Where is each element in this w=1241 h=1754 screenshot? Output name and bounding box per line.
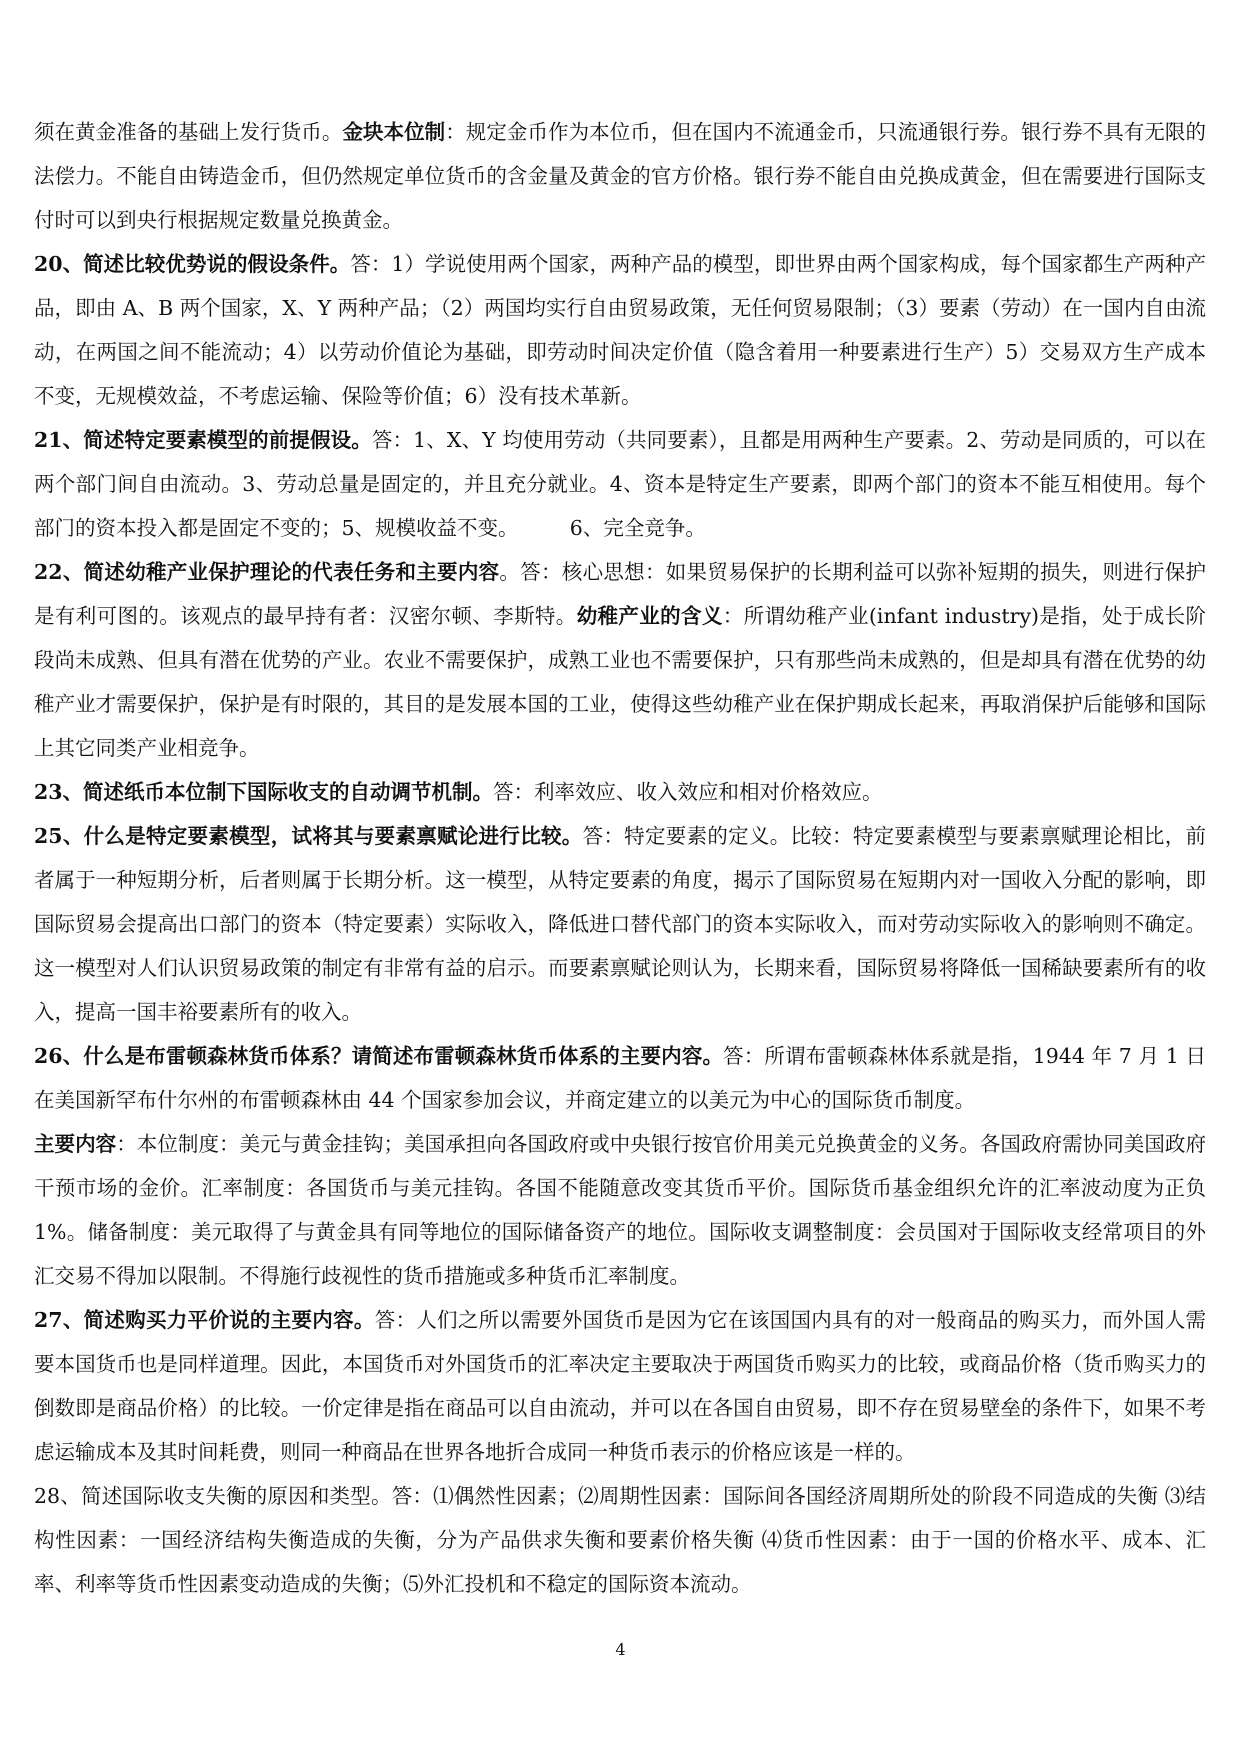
question-27-answer: 答：人们之所以需要外国货币是因为它在该国国内具有的对一般商品的购买力，而外国人需要本国货币也是同样道理。因此，本国货币对外国货币的汇率决定主要取决于两国货币购买力的比较，或商品价格（货币购买力的倒数即是商品价格）的比较。一价定律是指在商品可以自由流动，并可以在各国自由贸易，即不存在贸易壁垒的条件下，如果不考虑运输成本及其时间耗费，则同一种商品在世界各地折合成同一种货币表示的价格应该是一样的。 bbox=[34, 1308, 1207, 1464]
question-25-title: 25、什么是特定要素模型，试将其与要素禀赋论进行比较。 bbox=[34, 824, 583, 848]
question-23-title: 23、简述纸币本位制下国际收支的自动调节机制。 bbox=[34, 780, 494, 804]
question-22-title: 22、简述幼稚产业保护理论的代表任务和主要内容 bbox=[34, 560, 500, 584]
question-23-answer: 答：利率效应、收入效应和相对价格效应。 bbox=[493, 780, 883, 804]
page-number: 4 bbox=[615, 1640, 626, 1659]
document-body bbox=[34, 110, 1206, 1606]
paragraph-text: ：规定金币作为本位币，但在国内不流通金币，只流通银行券。银行券不具有无限的法偿力。不能自由铸造金币，但仍然规定单位货币的含金量及黄金的官方价格。银行券不能自由兑换成黄金，但在需要进行国际支付时可以到央行根据规定数量兑换黄金。 bbox=[34, 120, 1206, 232]
question-26 bbox=[34, 1034, 1206, 1122]
question-26-main-content bbox=[34, 1122, 1206, 1298]
question-21-title: 21、简述特定要素模型的前提假设。 bbox=[34, 428, 372, 452]
question-23 bbox=[34, 770, 1206, 814]
question-25-answer: 答：特定要素的定义。比较：特定要素模型与要素禀赋理论相比，前者属于一种短期分析，后者则属于长期分析。这一模型，从特定要素的角度，揭示了国际贸易在短期内对一国收入分配的影响，即国际贸易会提高出口部门的资本（特定要素）实际收入，降低进口替代部门的资本实际收入，而对劳动实际收入的影响则不确定。这一模型对人们认识贸易政策的制定有非常有益的启示。而要素禀赋论则认为，长期来看，国际贸易将降低一国稀缺要素所有的收入，提高一国丰裕要素所有的收入。 bbox=[34, 824, 1206, 1024]
question-27-title: 27、简述购买力平价说的主要内容。 bbox=[34, 1308, 375, 1332]
keyword-gold-bullion-standard: 金块本位制 bbox=[342, 120, 446, 144]
question-20 bbox=[34, 242, 1206, 418]
question-22-answer: 。答：核心思想：如果贸易保护的长期利益可以弥补短期的损失，则进行保护是有利可图的。该观点的最早持有者：汉密尔顿、李斯特。 bbox=[34, 560, 1207, 628]
question-26-main-content-text: ：本位制度：美元与黄金挂钩；美国承担向各国政府或中央银行按官价用美元兑换黄金的义务。各国政府需协同美国政府干预市场的金价。汇率制度：各国货币与美元挂钩。各国不能随意改变其货币平价。国际货币基金组织允许的汇率波动度为正负 1%。储备制度：美元取得了与黄金具有同等地位的国际储备资产的地位。国际收支调整制度：会员国对于国际收支经常项目的外汇交易不得加以限制。不得施行歧视性的货币措施或多种货币汇率制度。 bbox=[34, 1132, 1206, 1288]
question-26-answer: 答：所谓布雷顿森林体系就是指，1944 年 7 月 1 日在美国新罕布什尔州的布雷顿森林由 44 个国家参加会议，并商定建立的以美元为中心的国际货币制度。 bbox=[34, 1044, 1206, 1112]
question-21-answer: 答：1、X、Y 均使用劳动（共同要素），且都是用两种生产要素。2、劳动是同质的，可以在两个部门间自由流动。3、劳动总量是固定的，并且充分就业。4、资本是特定生产要素，即两个部门的资本不能互相使用。每个部门的资本投入都是固定不变的；5、规模收益不变。 6、完全竞争。 bbox=[34, 428, 1207, 540]
keyword-main-content: 主要内容 bbox=[34, 1132, 117, 1156]
paragraph-gold-bullion-standard bbox=[34, 110, 1206, 242]
question-22 bbox=[34, 550, 1206, 770]
question-25 bbox=[34, 814, 1206, 1034]
question-26-title: 26、什么是布雷顿森林货币体系？请简述布雷顿森林货币体系的主要内容。 bbox=[34, 1044, 724, 1068]
question-28 bbox=[34, 1474, 1206, 1606]
question-27 bbox=[34, 1298, 1206, 1474]
paragraph-text: 须在黄金准备的基础上发行货币。 bbox=[34, 120, 343, 144]
question-28-text: 28、简述国际收支失衡的原因和类型。答：⑴偶然性因素；⑵周期性因素：国际间各国经济周期所处的阶段不同造成的失衡 ⑶结构性因素：一国经济结构失衡造成的失衡，分为产品供求失衡和要素价格失衡 ⑷货币性因素：由于一国的价格水平、成本、汇率、利率等货币性因素变动造成的失衡；⑸外汇投机和不稳定的国际资本流动。 bbox=[34, 1484, 1206, 1596]
question-22-answer-cont: ：所谓幼稚产业(infant industry)是指，处于成长阶段尚未成熟、但具有潜在优势的产业。农业不需要保护，成熟工业也不需要保护，只有那些尚未成熟的，但是却具有潜在优势的幼稚产业才需要保护，保护是有时限的，其目的是发展本国的工业，使得这些幼稚产业在保护期成长起来，再取消保护后能够和国际上其它同类产业相竞争。 bbox=[34, 604, 1207, 760]
keyword-infant-industry: 幼稚产业的含义 bbox=[576, 604, 723, 628]
question-20-title: 20、简述比较优势说的假设条件。 bbox=[34, 252, 351, 276]
question-21 bbox=[34, 418, 1206, 550]
question-20-answer: 答：1）学说使用两个国家，两种产品的模型，即世界由两个国家构成，每个国家都生产两种产品，即由 A、B 两个国家，X、Y 两种产品；（2）两国均实行自由贸易政策，无任何贸易限制；（3）要素（劳动）在一国内自由流动，在两国之间不能流动；4）以劳动价值论为基础，即劳动时间决定价值（隐含着用一种要素进行生产）5）交易双方生产成本不变，无规模效益，不考虑运输、保险等价值；6）没有技术革新。 bbox=[34, 252, 1206, 408]
